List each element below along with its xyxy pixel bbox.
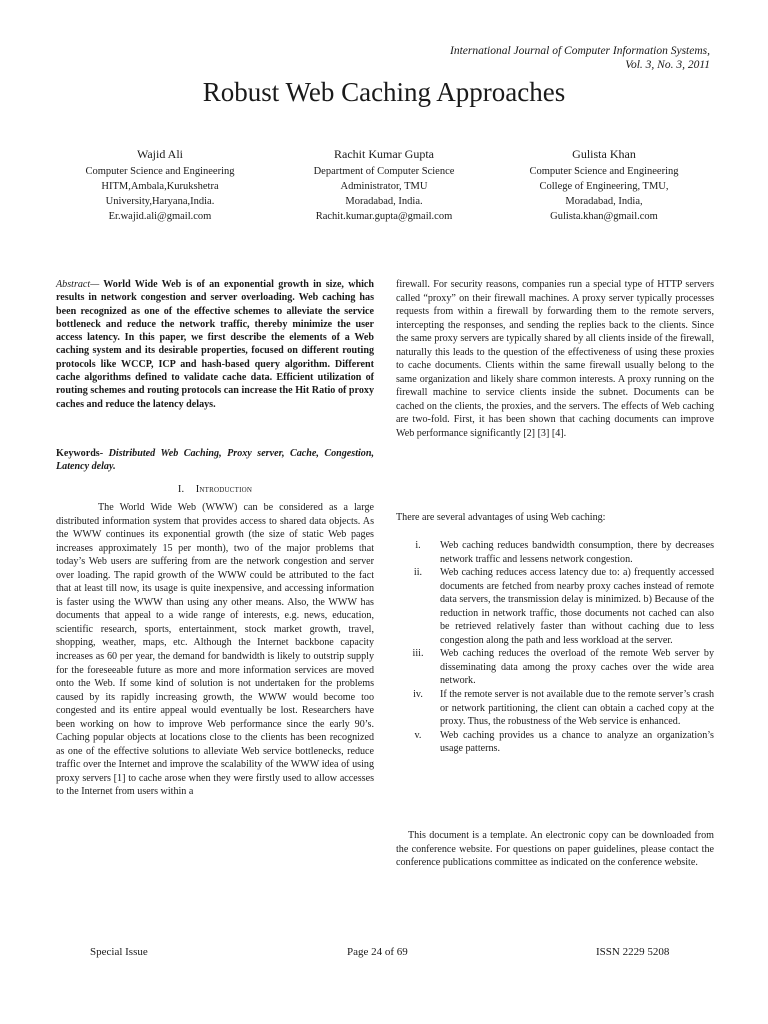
author-name: Gulista Khan (572, 147, 636, 161)
template-note (396, 829, 714, 870)
list-item (396, 566, 714, 647)
author-block (264, 145, 504, 224)
section-title: Introduction (195, 484, 253, 495)
list-item-number: v. (414, 729, 422, 741)
abstract (56, 278, 374, 411)
list-item (396, 688, 714, 729)
list-item (396, 539, 714, 566)
author-email: Gulista.khan@gmail.com (550, 211, 658, 222)
introduction-body (56, 501, 374, 799)
author-name: Wajid Ali (136, 147, 184, 161)
abstract-label: Abstract— (56, 279, 100, 290)
journal-volume: Vol. 3, No. 3, 2011 (625, 59, 710, 71)
keywords-label: Keywords- (56, 448, 104, 459)
author-block (40, 145, 280, 224)
author-affiliation: College of Engineering, TMU, (539, 181, 669, 192)
advantages-intro-text: There are several advantages of using Web caching: (396, 512, 606, 523)
list-item-text: If the remote server is not available due to the remote server’s crash or network partitioning, the client can obtain a cached copy at the proxy. Thus, the robustness of the Web service is enhanced. (440, 689, 714, 728)
list-item-number: i. (415, 540, 421, 551)
list-item (396, 647, 714, 688)
journal-header (310, 44, 710, 72)
author-affiliation: Administrator, TMU (340, 181, 428, 192)
author-affiliation: Moradabad, India. (345, 196, 423, 207)
author-affiliation: University,Haryana,India. (105, 196, 215, 207)
list-item (396, 729, 714, 756)
footer-left: Special Issue (90, 946, 148, 958)
paper-title: Robust Web Caching Approaches (202, 77, 566, 107)
list-item-number: iv. (413, 689, 423, 701)
continuation-paragraph: firewall. For security reasons, companies run a special type of HTTP servers called “proxy” on their firewall machines. A proxy server typically processes requests from within a firewall by forwarding them to the remote servers, intercepting the responses, and sending the replies back to the clients. Since the same proxy servers are typically shared by all clients inside of the firewall, naturally this leads to the question of the effectiveness of using these proxies to cache documents. Clients within the same firewall usually belong to the same organization and likely share common interests. A proxy running on the firewall machine to service clients inside the subnet. Documents can be cached on the clients, the proxies, and the servers. The effects of Web caching are two-fold. First, it has been shown that caching documents can improve Web performance significantly [2] [3] [4]. (396, 279, 714, 440)
list-item-text: Web caching reduces the overload of the remote Web server by disseminating data among the proxy caches over the wide area network. (440, 648, 714, 687)
section-number: I. (177, 484, 185, 495)
advantages-list (396, 539, 714, 756)
introduction-paragraph: The World Wide Web (WWW) can be considered as a large distributed information system that provides access to shared data objects. As the WWW continues its exponential growth (the size of static Web pages increases approximately 15 per month), two of the major problems that today’s Web users are suffering from are the network congestion and server over loading. The rapid growth of the WWW could be attributed to the fact that at least till now, its usage is quite inexpensive, and accessing information is faster using the WWW than using any other means. Also, the WWW has documents that appeal to a wide range of interests, e.g. news, education, scientific research, sports, entertainment, stock market growth, travel, shopping, weather, maps, etc. Although the Internet backbone capacity increases as 60 per year, the demand for bandwidth is likely to outstrip supply for the foreseeable future as more and more information services are moved onto the Web. If some kind of solution is not undertaken for the problems caused by its rapidly increasing growth, the WWW would become too congested and its entire appeal would eventually be lost. Researchers have been working on how to improve Web performance since the early 90’s. Caching popular objects at locations close to the clients has been recognized as one of the effective solutions to alleviate Web service bottlenecks, reduce traffic over the Internet and improve the scalability of the WWW idea of using proxy servers [1] to cache arose when they were firstly used to allow accesses to the Internet from users within a (56, 502, 374, 798)
journal-name: International Journal of Computer Information Systems, (449, 45, 710, 57)
author-email: Rachit.kumar.gupta@gmail.com (315, 211, 453, 222)
template-note-text: This document is a template. An electronic copy can be downloaded from the conference website. For questions on paper guidelines, please contact the conference publications committee as indicated on the conference website. (396, 830, 714, 869)
advantages-intro (396, 511, 714, 525)
section-heading (56, 484, 374, 495)
list-item-text: Web caching reduces access latency due to: a) frequently accessed documents are fetched from nearby proxy caches instead of remote data servers, the transmission delay is minimized. b) Because of the reduction in network traffic, those documents not cached can also be retrieved relatively faster than without caching due to less congestion along the path and less workload at the server. (440, 567, 714, 646)
author-affiliation: Moradabad, India, (565, 196, 643, 207)
author-block (484, 145, 724, 224)
author-name: Rachit Kumar Gupta (334, 147, 434, 161)
list-item-number: ii. (413, 567, 423, 579)
list-item-text: Web caching provides us a chance to analyze an organization’s usage patterns. (440, 729, 714, 755)
author-affiliation: Computer Science and Engineering (529, 166, 679, 177)
author-affiliation: Computer Science and Engineering (85, 166, 235, 177)
page-number: Page 24 of 69 (347, 946, 408, 958)
abstract-text: World Wide Web is of an exponential growth in size, which results in network congestion and server overloading. Web caching has been recognized as one of the effective schemes to alleviate the service bottleneck and reduce the network traffic, thereby minimize the user access latency. In this paper, we first describe the elements of a Web caching system and its desirable properties, focused on different routing protocols like WCCP, ICP and hash-based query algorithm. Different cache algorithms defined to validate cache data. Efficient utilization of routing schemes and routing protocols can increase the Hit Ratio of proxy caches and reduce the latency delays. (56, 279, 374, 410)
author-email: Er.wajid.ali@gmail.com (108, 211, 212, 222)
author-affiliation: Department of Computer Science (313, 166, 455, 177)
keywords-text: Distributed Web Caching, Proxy server, Cache, Congestion, Latency delay. (56, 448, 374, 473)
footer-issn: ISSN 2229 5208 (596, 946, 670, 958)
author-affiliation: HITM,Ambala,Kurukshetra (101, 181, 219, 192)
list-item-number: iii. (412, 648, 424, 660)
continuation-body (396, 278, 714, 441)
keywords (56, 447, 374, 474)
list-item-text: Web caching reduces bandwidth consumption, there by decreases network traffic and lessens network congestion. (440, 540, 714, 565)
